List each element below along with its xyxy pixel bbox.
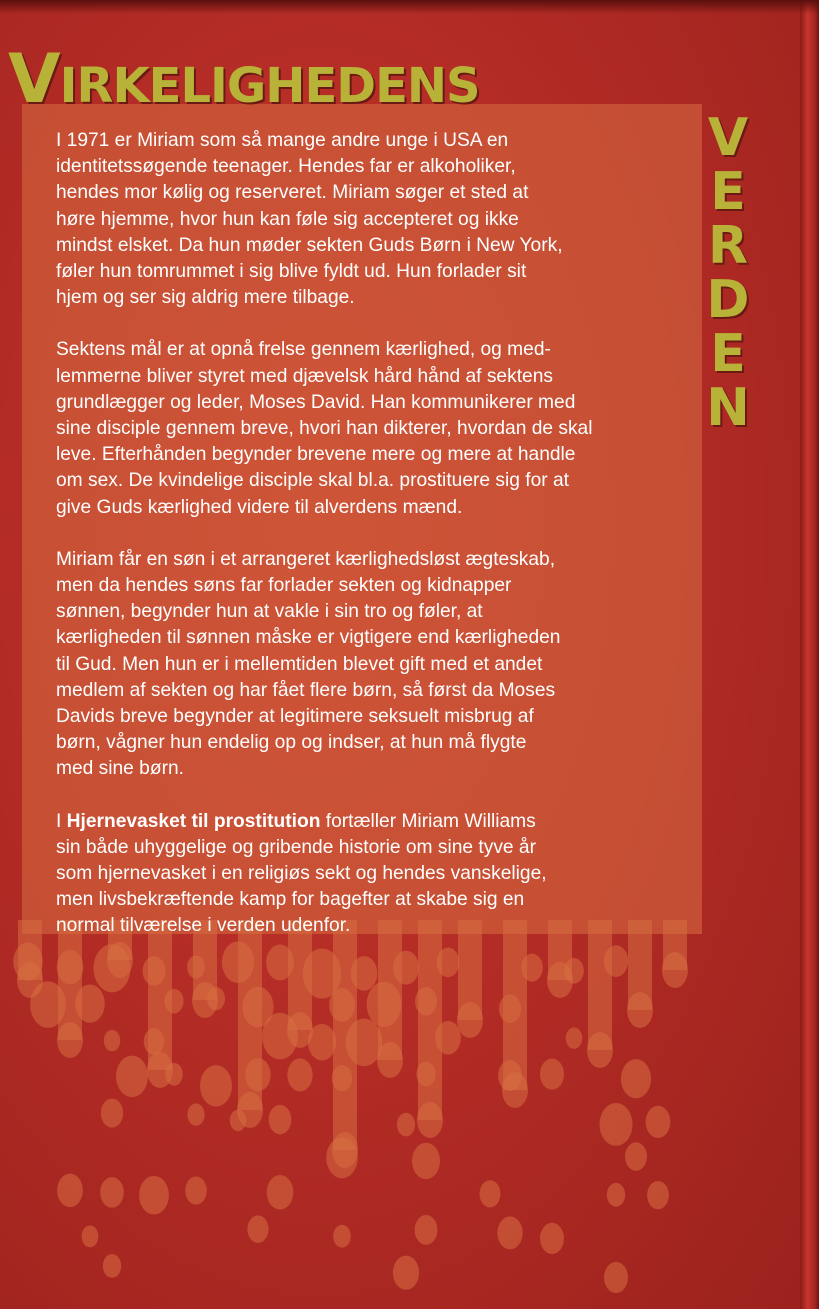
blurb-paragraph-1: I 1971 er Miriam som så mange andre unge i USA en identitetssøgende teenager. Hendes far er alkoholiker, hendes mor kølig og reserveret. Miriam søger et sted at høre hjemme, hvor hun kan føle sig accepteret og ikke mindst elsket. Da hun møder sekten Guds Børn i New York, føler hun tomrummet i sig blive fyldt ud. Hun forlader sit hjem og ser sig aldrig mere tilbage.: [56, 130, 563, 309]
book-title-bold: Hjernevasket til prostitution: [66, 810, 321, 832]
blurb-paragraph-3: Miriam får en søn i et arrangeret kærlighedsløst ægteskab, men da hendes søns far forlader sekten og kidnapper sønnen, begynder hun at vakle i sin tro og føler, at kærligheden til sønnen måske er vigtigere end kærligheden til Gud. Men hun er i mellemtiden blevet gift med et andet medlem af sekten og har fået flere børn, så først da Moses Davids breve begynder at legitimere seksuelt misbrug af børn, vågner hun endelig op og indser, at hun må flygte med sine børn.: [56, 548, 561, 780]
blurb-rest: fortæller Miriam Williams sin både uhyggelige og gribende historie om sine tyve år som hjernevasket i en religiøs sekt og hendes vanskelige, men livsbekræftende kamp for bagefter at skabe sig en normal tilværelse i verden udenfor.: [56, 810, 547, 937]
blurb-text: [56, 128, 696, 966]
title-initial-letter: V: [8, 40, 60, 119]
title-horizontal-rest: IRKELIGHEDENS: [59, 58, 480, 114]
book-spine-edge: [800, 0, 819, 1309]
blurb-prefix: I: [56, 810, 67, 832]
title-vertical: VERDEN: [698, 108, 758, 432]
title-horizontal: [8, 40, 753, 119]
blurb-paragraph-4: [56, 809, 696, 940]
blurb-paragraph-2: Sektens mål er at opnå frelse gennem kærlighed, og med- lemmerne bliver styret med djævelsk hård hånd af sektens grundlægger og leder, Moses David. Han kommunikerer med sine disciple gennem breve, hvori han dikterer, hvordan de skal leve. Efterhånden begynder brevene mere og mere at handle om sex. De kvindelige disciple skal bl.a. prostituere sig for at give Guds kærlighed videre til alverdens mænd.: [56, 339, 593, 518]
